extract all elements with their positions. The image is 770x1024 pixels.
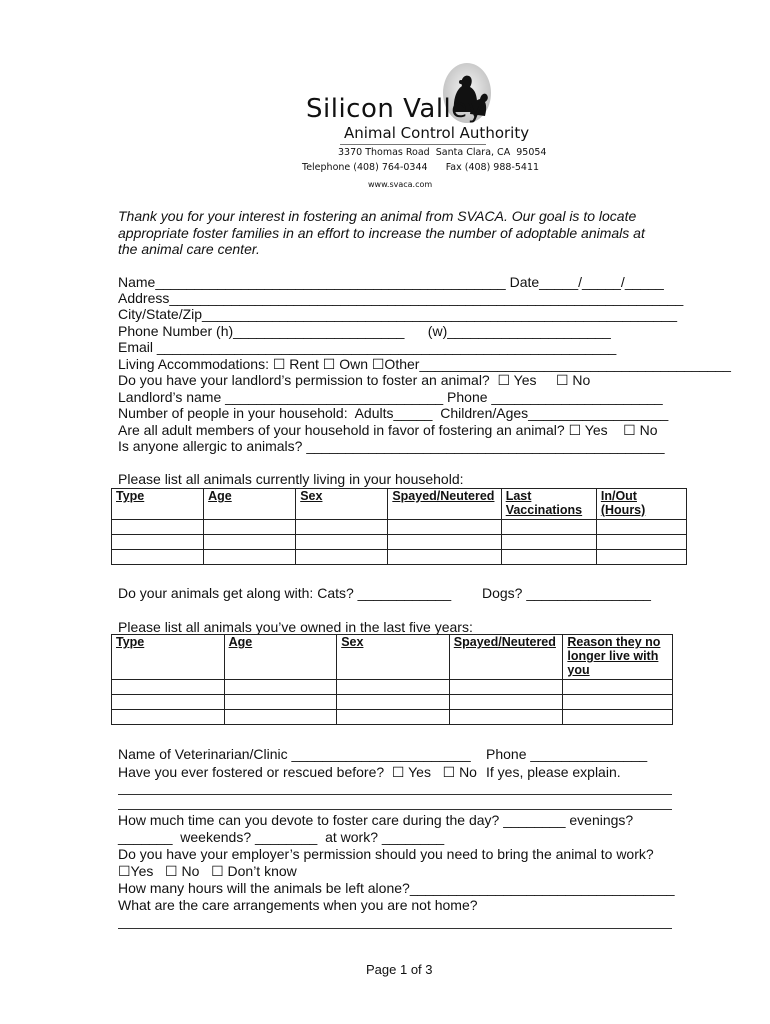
table-cell[interactable] (337, 710, 450, 725)
column-header: Age (204, 489, 296, 520)
column-header: Last Vaccinations (501, 489, 596, 520)
table-cell[interactable] (296, 550, 388, 565)
phone-number-field[interactable]: Phone Number (h)______________________ (w)_____________________ (118, 323, 611, 339)
table-row[interactable] (112, 710, 673, 725)
name-date-field[interactable]: Name_____________________________________________ Date_____/_____/_____ (118, 274, 664, 290)
table-cell[interactable] (112, 550, 204, 565)
table-cell[interactable] (112, 680, 225, 695)
employer-permission-question: Do you have your employer’s permission should you need to bring the animal to work? (118, 846, 654, 862)
column-header: Spayed/Neutered (388, 489, 501, 520)
table-cell[interactable] (501, 535, 596, 550)
foster-time-continued-field[interactable]: _______ weekends? ________ at work? ________ (118, 829, 445, 845)
address-field[interactable]: Address__________________________________________________________________ (118, 290, 684, 306)
table-row[interactable] (112, 695, 673, 710)
get-along-dogs-field[interactable]: Dogs? ________________ (482, 585, 651, 601)
table-cell[interactable] (501, 550, 596, 565)
table-cell[interactable] (449, 710, 563, 725)
table-row[interactable] (112, 550, 687, 565)
org-address: 3370 Thomas Road Santa Clara, CA 95054 (338, 147, 547, 158)
table-header-row (112, 489, 687, 520)
column-header: Sex (337, 635, 450, 680)
logo-divider (340, 144, 486, 145)
allergy-field[interactable]: Is anyone allergic to animals? ______________________________________________ (118, 438, 665, 454)
table-row[interactable] (112, 535, 687, 550)
table-cell[interactable] (112, 695, 225, 710)
org-subtitle: Animal Control Authority (344, 124, 530, 142)
table-row[interactable] (112, 520, 687, 535)
table-cell[interactable] (224, 680, 337, 695)
column-header: Sex (296, 489, 388, 520)
column-header: In/Out (Hours) (596, 489, 686, 520)
table-cell[interactable] (388, 535, 501, 550)
table-cell[interactable] (296, 535, 388, 550)
get-along-cats-field[interactable]: Do your animals get along with: Cats? ____________ (118, 585, 452, 601)
table-cell[interactable] (112, 535, 204, 550)
org-phones: Telephone (408) 764-0344 Fax (408) 988-5411 (302, 162, 540, 173)
hours-alone-field[interactable]: How many hours will the animals be left alone?__________________________________ (118, 880, 675, 896)
column-header: Reason they no longer live with you (563, 635, 673, 680)
table-cell[interactable] (563, 695, 673, 710)
household-size-field[interactable]: Number of people in your household: Adults_____ Children/Ages__________________ (118, 405, 669, 421)
city-state-zip-field[interactable]: City/State/Zip_____________________________________________________________ (118, 306, 677, 322)
table-cell[interactable] (388, 550, 501, 565)
column-header: Type (112, 635, 225, 680)
landlord-permission-field[interactable]: Do you have your landlord’s permission to foster an animal? ☐ Yes ☐ No (118, 372, 591, 388)
email-field[interactable]: Email ___________________________________________________________ (118, 339, 617, 355)
org-website[interactable]: www.svaca.com (368, 180, 433, 189)
column-header: Spayed/Neutered (449, 635, 563, 680)
table-cell[interactable] (596, 520, 686, 535)
care-arrangements-question: What are the care arrangements when you are not home? (118, 897, 478, 913)
table-cell[interactable] (563, 710, 673, 725)
table-cell[interactable] (388, 520, 501, 535)
table-row[interactable] (112, 680, 673, 695)
intro-paragraph: Thank you for your interest in fostering an animal from SVACA. Our goal is to locate appropriate foster families in an effort to increase the number of adoptable animals at the animal care center. (118, 208, 645, 257)
explain-label: If yes, please explain. (486, 764, 621, 780)
veterinarian-phone-field[interactable]: Phone _______________ (486, 746, 648, 762)
table-cell[interactable] (112, 710, 225, 725)
table-cell[interactable] (596, 535, 686, 550)
table-cell[interactable] (449, 695, 563, 710)
table-cell[interactable] (337, 695, 450, 710)
past-animals-caption: Please list all animals you’ve owned in the last five years: (118, 619, 473, 635)
table-cell[interactable] (224, 710, 337, 725)
page-number: Page 1 of 3 (366, 962, 433, 977)
landlord-name-field[interactable]: Landlord’s name ____________________________ Phone ______________________ (118, 389, 663, 405)
table-cell[interactable] (337, 680, 450, 695)
column-header: Type (112, 489, 204, 520)
veterinarian-name-field[interactable]: Name of Veterinarian/Clinic _______________________ (118, 746, 471, 762)
current-animals-table (111, 488, 687, 565)
fostered-before-field[interactable]: Have you ever fostered or rescued before? ☐ Yes ☐ No (118, 764, 477, 780)
table-header-row (112, 635, 673, 680)
table-cell[interactable] (563, 680, 673, 695)
table-cell[interactable] (296, 520, 388, 535)
column-header: Age (224, 635, 337, 680)
org-name: Silicon Valley (306, 94, 484, 124)
past-animals-table (111, 634, 673, 725)
table-cell[interactable] (449, 680, 563, 695)
table-cell[interactable] (596, 550, 686, 565)
explain-line[interactable] (118, 809, 672, 810)
table-cell[interactable] (204, 535, 296, 550)
care-arrangements-line[interactable] (118, 928, 672, 929)
table-cell[interactable] (204, 520, 296, 535)
current-animals-caption: Please list all animals currently living in your household: (118, 471, 464, 487)
living-accommodations-field[interactable]: Living Accommodations: ☐ Rent ☐ Own ☐Other________________________________________ (118, 356, 731, 372)
table-cell[interactable] (501, 520, 596, 535)
explain-line[interactable] (118, 794, 672, 795)
employer-permission-options[interactable]: ☐Yes ☐ No ☐ Don’t know (118, 863, 297, 879)
table-cell[interactable] (204, 550, 296, 565)
table-cell[interactable] (224, 695, 337, 710)
table-cell[interactable] (112, 520, 204, 535)
household-favor-field[interactable]: Are all adult members of your household in favor of fostering an animal? ☐ Yes ☐ No (118, 422, 658, 438)
foster-time-field[interactable]: How much time can you devote to foster care during the day? ________ evenings? (118, 812, 634, 828)
